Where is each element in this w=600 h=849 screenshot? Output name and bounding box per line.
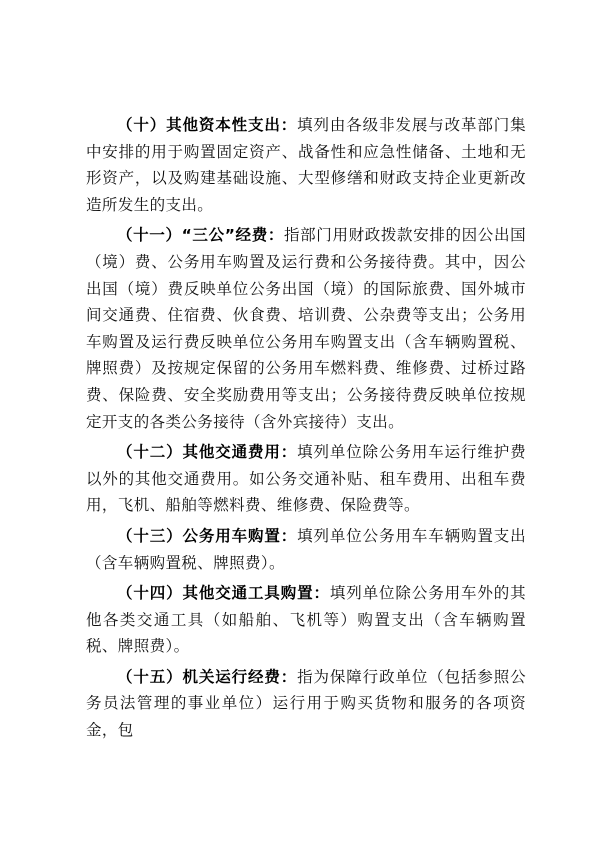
paragraph-other-vehicle-purchase: [86, 580, 526, 660]
paragraph-other-capital-expenditure: [86, 112, 526, 218]
paragraph-term: （十四）其他交通工具购置：: [117, 584, 330, 603]
paragraph-three-public-expenses: [86, 222, 526, 435]
paragraph-text: 填列单位除公务用车外的其他各类交通工具（如船舶、飞机等）购置支出（含车辆购置税、牌照费）。: [86, 584, 526, 656]
paragraph-text: 指部门用财政拨款安排的因公出国（境）费、公务用车购置及运行费和公务接待费。其中，因公出国（境）费反映单位公务出国（境）的国际旅费、国外城市间交通费、住宿费、伙食费、培训费、公杂费等支出；公务用车购置及运行费反映单位公务用车购置支出（含车辆购置税、牌照费）及按规定保留的公务用车燃料费、维修费、过桥过路费、保险费、安全奖励费用等支出；公务接待费反映单位按规定开支的各类公务接待（含外宾接待）支出。: [86, 226, 526, 431]
paragraph-term: （十三）公务用车购置：: [117, 526, 298, 545]
paragraph-term: （十）其他资本性支出：: [117, 116, 298, 134]
paragraph-term: （十二）其他交通费用：: [117, 443, 298, 462]
paragraph-official-vehicle-purchase: [86, 523, 526, 576]
paragraph-text: 填列由各级非发展与改革部门集中安排的用于购置固定资产、战备性和应急性储备、土地和无形资产，以及购建基础设施、大型修缮和财政支持企业更新改造所发生的支出。: [86, 116, 526, 214]
paragraph-text: 指为保障行政单位（包括参照公务员法管理的事业单位）运行用于购买货物和服务的各项资金，包: [86, 667, 526, 740]
paragraph-agency-operating-funds: [86, 664, 526, 744]
paragraph-text: 填列单位公务用车车辆购置支出（含车辆购置税、牌照费）。: [86, 526, 526, 572]
paragraph-other-transport-costs: [86, 439, 526, 519]
paragraph-text: 填列单位除公务用车运行维护费以外的其他交通费用。如公务交通补贴、租车费用、出租车费用，飞机、船舶等燃料费、维修费、保险费等。: [86, 443, 526, 515]
paragraph-term: （十五）机关运行经费：: [117, 667, 298, 686]
paragraph-term: （十一）“三公”经费：: [117, 226, 285, 245]
document-body: [86, 112, 526, 748]
